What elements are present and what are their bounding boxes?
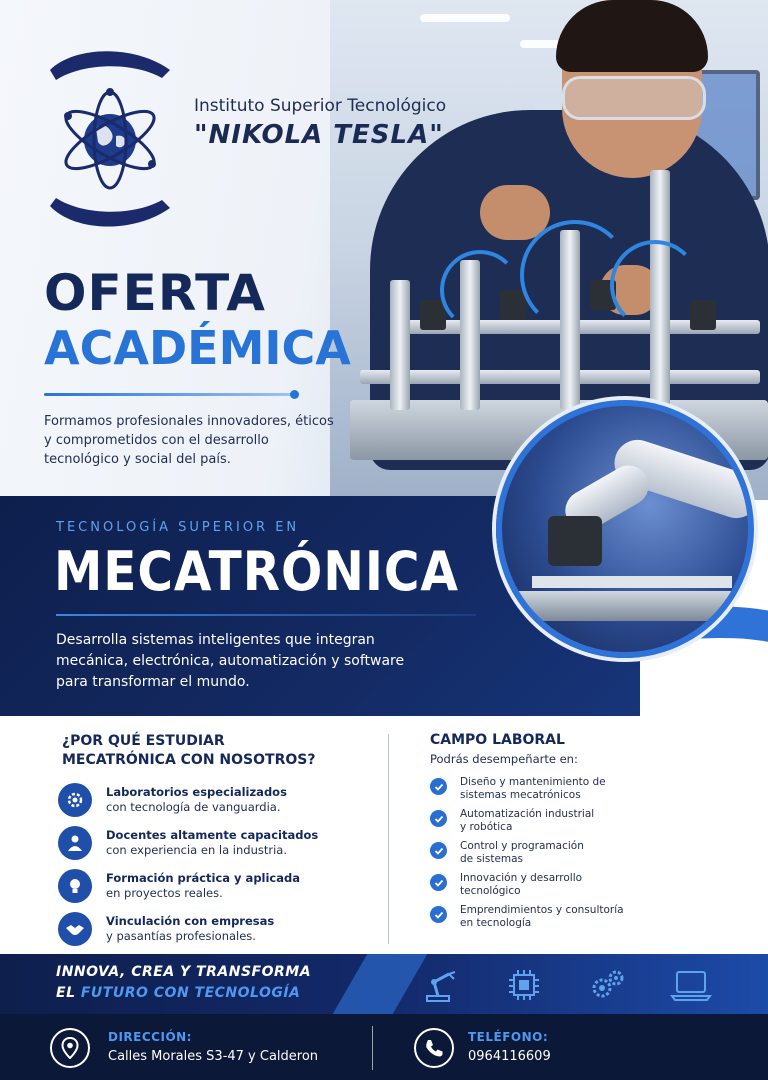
slogan-bar: [0, 954, 768, 1014]
institute-logo: [44, 40, 174, 240]
gears-icon: [583, 963, 633, 1007]
check-icon: [430, 778, 447, 795]
list-item: Docentes altamente capacitados con experiencia en la industria.: [58, 821, 358, 864]
check-icon: [430, 810, 447, 827]
program-description: Desarrolla sistemas inteligentes que integran mecánica, electrónica, automatización y software para transformar el mundo.: [56, 632, 405, 690]
teacher-icon: [58, 826, 92, 860]
title-underline-dot: [290, 390, 299, 399]
program-subtitle: TECNOLOGÍA SUPERIOR EN: [56, 520, 300, 535]
list-item: Diseño y mantenimiento de sistemas mecatrónicos: [430, 776, 750, 808]
slogan-line2: EL FUTURO CON TECNOLOGÍA: [56, 985, 301, 1001]
headline-academica: ACADÉMICA: [44, 321, 351, 375]
campo-laboral-title: CAMPO LABORAL: [430, 732, 565, 748]
program-title: MECATRÓNICA: [54, 540, 459, 603]
list-item: Vinculación con empresas y pasantías profesionales.: [58, 907, 358, 950]
safety-goggles: [562, 76, 706, 120]
slogan-line1: INNOVA, CREA Y TRANSFORMA: [56, 964, 312, 980]
phone-icon: [414, 1028, 454, 1068]
list-item: Formación práctica y aplicada en proyectos reales.: [58, 864, 358, 907]
section-divider: [388, 734, 389, 944]
institute-name: Instituto Superior Tecnológico: [194, 96, 447, 116]
robot-arm-photo: [496, 400, 754, 658]
footer: [0, 1014, 768, 1080]
location-icon: [50, 1028, 90, 1068]
program-rule: [56, 614, 476, 616]
campo-laboral-subtitle: Podrás desempeñarte en:: [430, 752, 578, 766]
gear-icon: [58, 783, 92, 817]
list-item: Automatización industrial y robótica: [430, 808, 750, 840]
handshake-icon: [58, 912, 92, 946]
address-value: Calles Morales S3-47 y Calderon: [108, 1049, 319, 1064]
phone-value[interactable]: 0964116609: [468, 1049, 551, 1064]
list-item: Control y programación de sistemas: [430, 840, 750, 872]
intro-text: Formamos profesionales innovadores, éticos y comprometidos con el desarrollo tecnológico y social del país.: [44, 414, 334, 467]
footer-separator: [372, 1026, 373, 1070]
laptop-icon: [666, 963, 716, 1007]
headline-oferta: OFERTA: [44, 264, 266, 322]
campo-laboral-list: [430, 776, 750, 936]
check-icon: [430, 842, 447, 859]
why-study-list: [58, 778, 358, 950]
list-item: Emprendimientos y consultoría en tecnología: [430, 904, 750, 936]
check-icon: [430, 874, 447, 891]
lightbulb-icon: [58, 869, 92, 903]
chip-icon: [499, 963, 549, 1007]
phone-label: TELÉFONO:: [468, 1030, 549, 1044]
slogan-icons: [416, 962, 716, 1008]
institute-name-tesla: "NIKOLA TESLA": [194, 120, 444, 150]
why-study-title: ¿POR QUÉ ESTUDIAR MECATRÓNICA CON NOSOTROS?: [62, 733, 316, 768]
list-item: Innovación y desarrollo tecnológico: [430, 872, 750, 904]
list-item: Laboratorios especializados con tecnología de vanguardia.: [58, 778, 358, 821]
check-icon: [430, 906, 447, 923]
robot-arm-icon: [416, 963, 466, 1007]
address-label: DIRECCIÓN:: [108, 1030, 192, 1044]
title-underline: [44, 393, 294, 396]
